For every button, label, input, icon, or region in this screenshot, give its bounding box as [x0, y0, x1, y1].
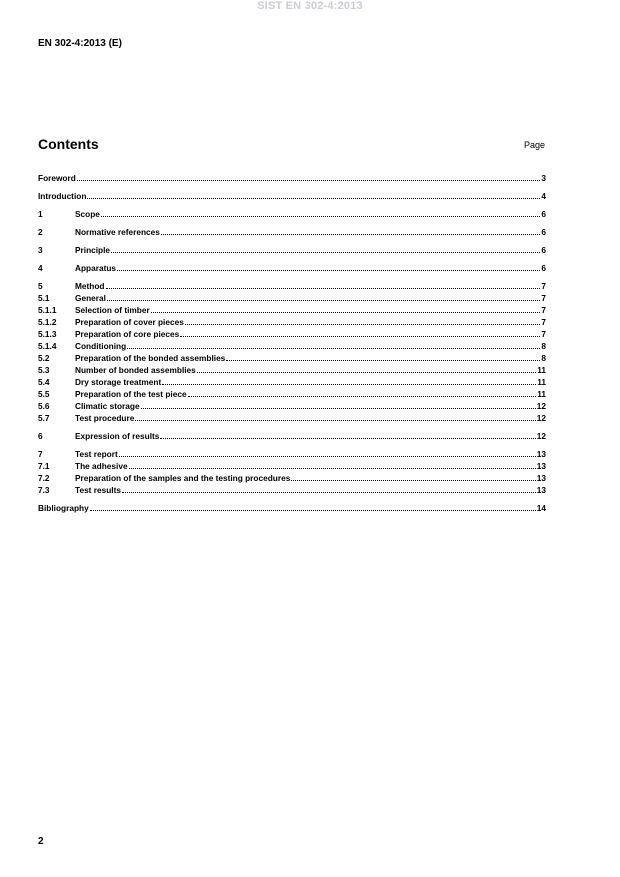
contents-heading: Contents — [38, 136, 99, 152]
dot-leader — [180, 335, 540, 337]
toc-entry-page: 3 — [541, 173, 546, 183]
toc-entry-title: Selection of timber — [75, 305, 150, 315]
toc-entry[interactable] — [38, 448, 546, 460]
toc-entry-page: 11 — [537, 377, 546, 387]
toc-entry-title: Apparatus — [75, 263, 117, 273]
toc-entry-number: 5.7 — [38, 413, 50, 423]
toc-entry-page: 14 — [536, 503, 546, 513]
toc-entry-title: Preparation of cover pieces — [75, 317, 184, 327]
dot-leader — [160, 437, 535, 439]
toc-entry[interactable] — [38, 280, 546, 292]
toc-entry-number: 5.1.1 — [38, 305, 57, 315]
dot-leader — [77, 179, 541, 181]
toc-entry-number: 5.1.4 — [38, 341, 57, 351]
dot-leader — [87, 197, 540, 199]
dot-leader — [127, 347, 540, 349]
toc-entry-title: Expression of results — [75, 431, 160, 441]
toc-entry[interactable] — [38, 190, 546, 202]
toc-entry[interactable] — [38, 430, 546, 442]
toc-entry-title: Bibliography — [38, 503, 89, 513]
toc-entry-page: 11 — [537, 389, 546, 399]
page-column-label: Page — [523, 140, 545, 150]
toc-entry-page: 7 — [541, 281, 546, 291]
toc-entry-title: Conditioning — [75, 341, 127, 351]
toc-entry-number: 5.2 — [38, 353, 50, 363]
toc-entry-title: Test results — [75, 485, 121, 495]
toc-entry-title: Test procedure — [75, 413, 135, 423]
toc-entry-number: 5.4 — [38, 377, 50, 387]
toc-entry-number: 1 — [38, 209, 43, 219]
toc-entry[interactable] — [38, 352, 546, 364]
toc-entry[interactable] — [38, 304, 546, 316]
toc-entry-number: 5.1 — [38, 293, 50, 303]
dot-leader — [101, 215, 540, 217]
toc-entry-page: 13 — [536, 449, 546, 459]
toc-entry-page: 8 — [541, 353, 546, 363]
dot-leader — [106, 287, 541, 289]
toc-entry[interactable] — [38, 472, 546, 484]
toc-entry-page: 6 — [541, 245, 546, 255]
toc-entry-number: 7.1 — [38, 461, 50, 471]
document-id: EN 302-4:2013 (E) — [38, 38, 122, 49]
toc-entry-title: Preparation of the samples and the testing procedures — [75, 473, 291, 483]
toc-entry-page: 7 — [541, 305, 546, 315]
toc-entry[interactable] — [38, 412, 546, 424]
toc-entry-page: 12 — [536, 413, 546, 423]
toc-entry-page: 7 — [541, 293, 546, 303]
toc-entry-page: 11 — [537, 365, 546, 375]
toc-entry-page: 13 — [536, 485, 546, 495]
dot-leader — [188, 395, 537, 397]
toc-entry-number: 7.2 — [38, 473, 50, 483]
dot-leader — [135, 419, 535, 421]
toc-entry-number: 6 — [38, 431, 43, 441]
toc-entry-title: Method — [75, 281, 105, 291]
toc-entry[interactable] — [38, 484, 546, 496]
toc-entry[interactable] — [38, 400, 546, 412]
dot-leader — [117, 269, 540, 271]
toc-entry-number: 5.3 — [38, 365, 50, 375]
toc-entry[interactable] — [38, 376, 546, 388]
toc-entry[interactable] — [38, 328, 546, 340]
toc-entry-title: Climatic storage — [75, 401, 140, 411]
toc-entry-title: Dry storage treatment — [75, 377, 162, 387]
page-number: 2 — [38, 836, 44, 847]
toc-entry[interactable] — [38, 292, 546, 304]
toc-entry-page: 4 — [541, 191, 546, 201]
toc-entry-title: General — [75, 293, 106, 303]
toc-entry[interactable] — [38, 208, 546, 220]
dot-leader — [107, 299, 540, 301]
toc-entry-number: 5.1.2 — [38, 317, 57, 327]
dot-leader — [291, 479, 535, 481]
toc-entry-page: 6 — [541, 263, 546, 273]
toc-entry[interactable] — [38, 226, 546, 238]
dot-leader — [197, 371, 536, 373]
toc-entry-title: Introduction — [38, 191, 87, 201]
toc-entry-page: 7 — [541, 317, 546, 327]
table-of-contents — [38, 172, 546, 514]
toc-entry-page: 6 — [541, 209, 546, 219]
dot-leader — [90, 509, 536, 511]
toc-entry[interactable] — [38, 172, 546, 184]
toc-entry-number: 4 — [38, 263, 43, 273]
toc-entry-title: The adhesive — [75, 461, 128, 471]
toc-entry-page: 13 — [536, 461, 546, 471]
toc-entry-number: 5.6 — [38, 401, 50, 411]
toc-entry[interactable] — [38, 460, 546, 472]
toc-entry[interactable] — [38, 364, 546, 376]
toc-entry-page: 6 — [541, 227, 546, 237]
dot-leader — [162, 383, 536, 385]
toc-entry[interactable] — [38, 244, 546, 256]
toc-entry-page: 12 — [536, 401, 546, 411]
dot-leader — [129, 467, 536, 469]
toc-entry-number: 7 — [38, 449, 43, 459]
dot-leader — [111, 251, 540, 253]
dot-leader — [226, 359, 540, 361]
toc-entry-title: Preparation of the test piece — [75, 389, 187, 399]
toc-entry-title: Normative references — [75, 227, 160, 237]
toc-entry-page: 7 — [541, 329, 546, 339]
toc-entry-number: 5 — [38, 281, 43, 291]
dot-leader — [185, 323, 541, 325]
toc-entry-page: 8 — [541, 341, 546, 351]
dot-leader — [119, 455, 536, 457]
dot-leader — [122, 491, 536, 493]
toc-entry-number: 5.1.3 — [38, 329, 57, 339]
toc-entry-title: Preparation of core pieces — [75, 329, 180, 339]
dot-leader — [141, 407, 536, 409]
toc-entry-title: Scope — [75, 209, 100, 219]
toc-entry-number: 5.5 — [38, 389, 50, 399]
toc-entry-page: 12 — [536, 431, 546, 441]
toc-entry-title: Principle — [75, 245, 111, 255]
toc-entry[interactable] — [38, 262, 546, 274]
toc-entry-number: 7.3 — [38, 485, 50, 495]
toc-entry[interactable] — [38, 316, 546, 328]
watermark: SIST EN 302-4:2013 — [257, 0, 363, 12]
toc-entry-title: Foreword — [38, 173, 76, 183]
dot-leader — [161, 233, 541, 235]
toc-entry-number: 3 — [38, 245, 43, 255]
toc-entry[interactable] — [38, 502, 546, 514]
toc-entry-page: 13 — [536, 473, 546, 483]
dot-leader — [151, 311, 541, 313]
toc-entry-title: Preparation of the bonded assemblies — [75, 353, 226, 363]
toc-entry-number: 2 — [38, 227, 43, 237]
toc-entry[interactable] — [38, 340, 546, 352]
toc-entry[interactable] — [38, 388, 546, 400]
toc-entry-title: Test report — [75, 449, 118, 459]
toc-entry-title: Number of bonded assemblies — [75, 365, 196, 375]
